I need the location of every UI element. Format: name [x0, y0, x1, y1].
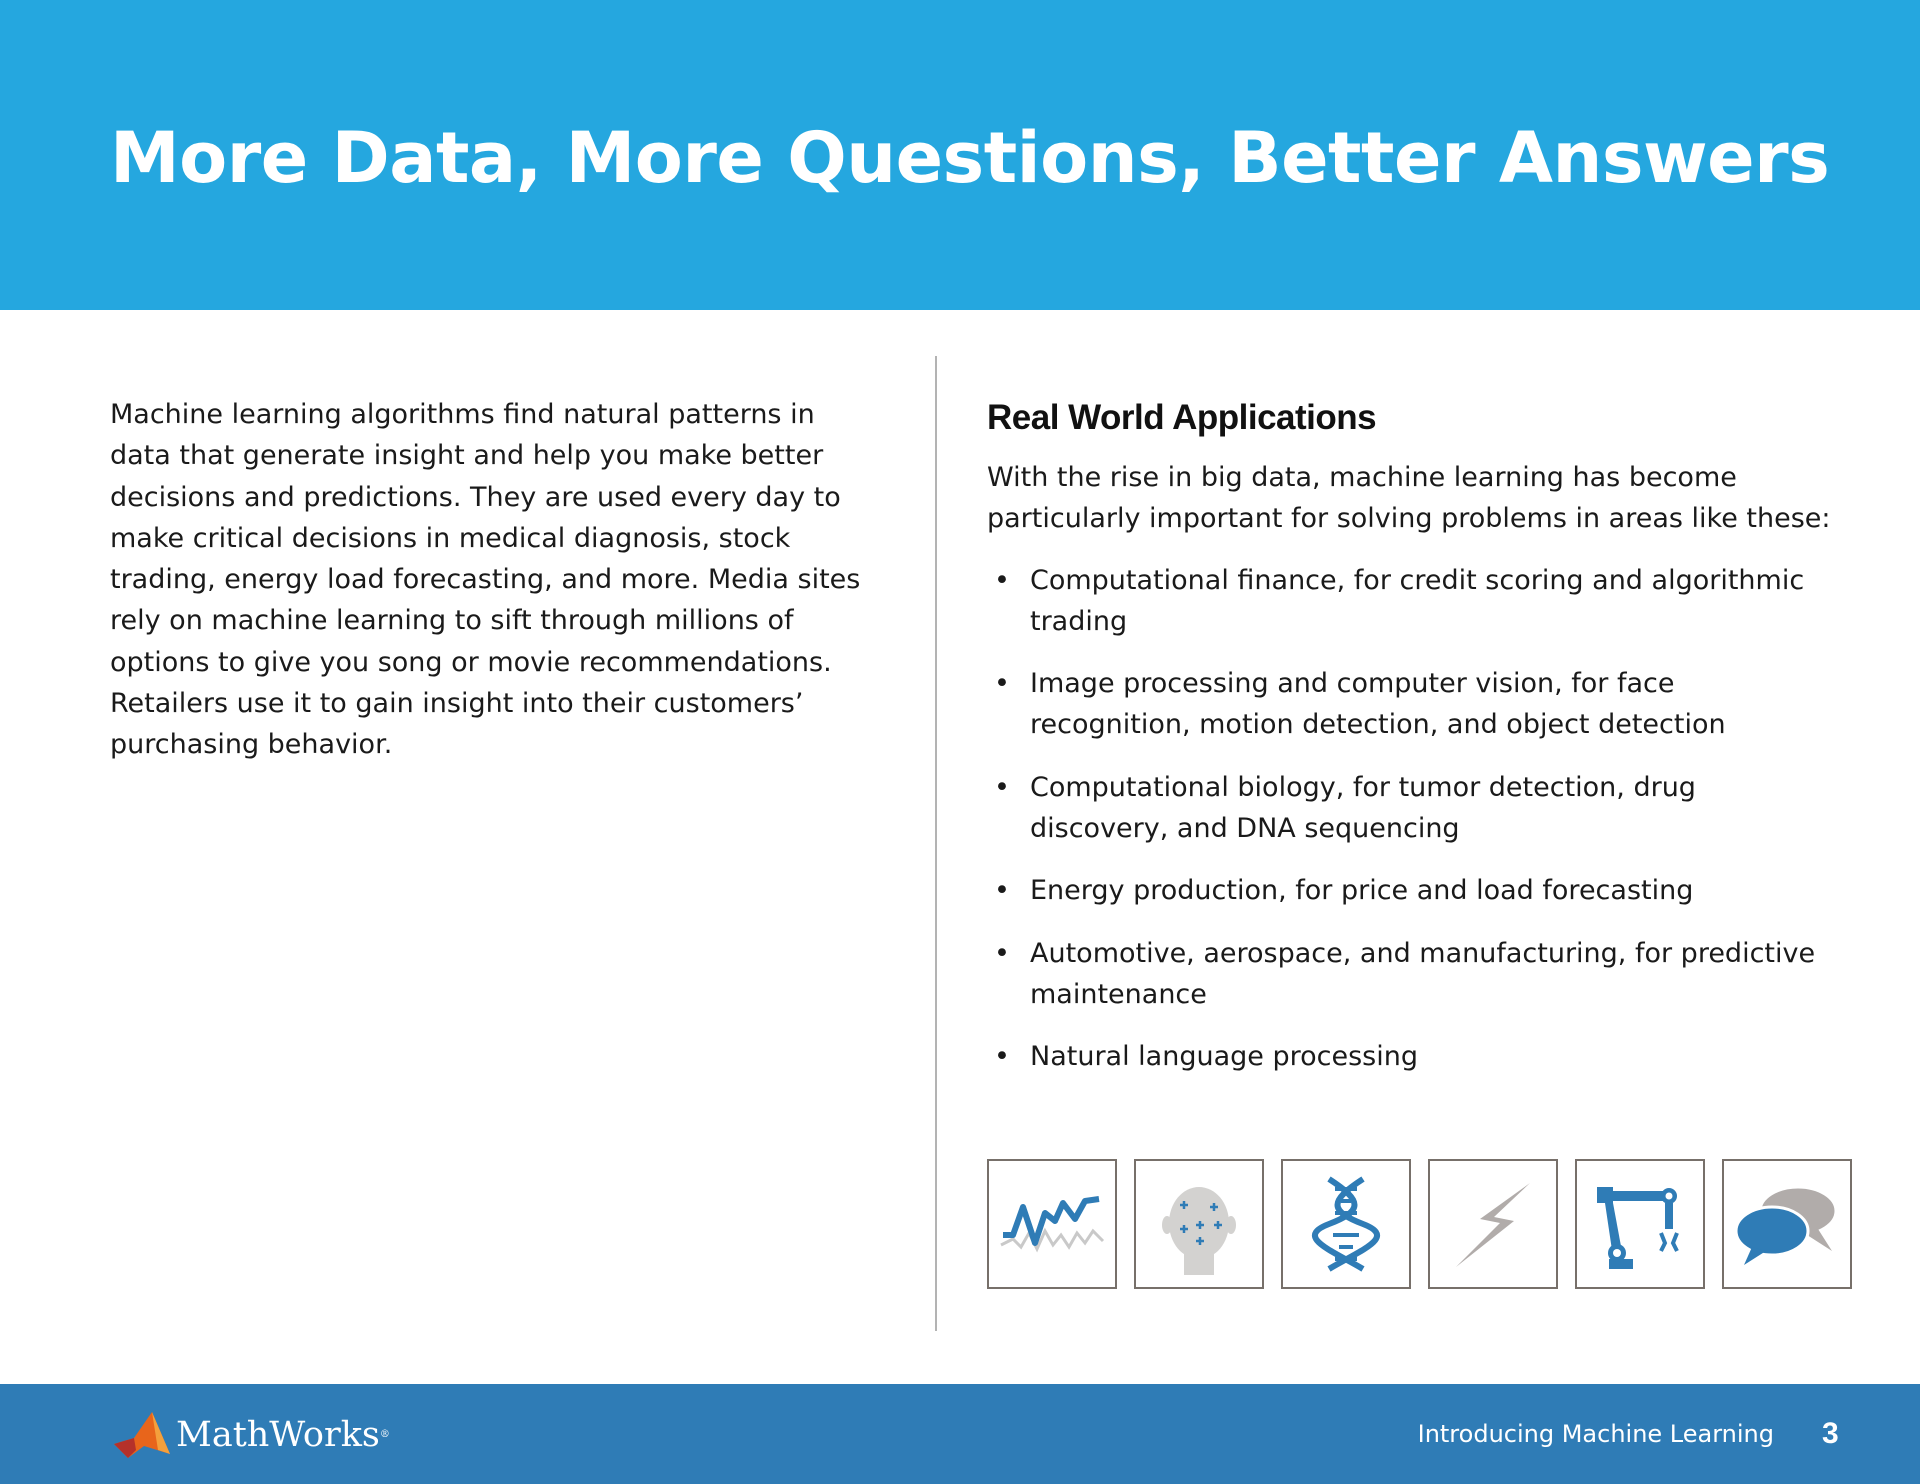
bullet: • — [994, 875, 1010, 907]
list-item-text: Natural language processing — [1030, 1041, 1418, 1073]
list-item-text: Automotive, aerospace, and manufacturing, for predictive maintenance — [1030, 937, 1816, 1010]
bullet: • — [994, 668, 1010, 700]
bullet: • — [994, 564, 1010, 596]
list-item — [987, 663, 1830, 746]
applications-list — [987, 560, 1867, 1078]
face-recognition-icon — [1134, 1159, 1264, 1289]
bullet: • — [994, 937, 1010, 969]
page-number: 3 — [1822, 1417, 1839, 1450]
stock-chart-icon — [987, 1159, 1117, 1289]
list-item — [987, 1036, 1830, 1077]
dna-helix-icon — [1281, 1159, 1411, 1289]
list-item — [987, 560, 1830, 643]
document-title: Introducing Machine Learning — [1417, 1420, 1774, 1448]
intro-paragraph: Machine learning algorithms find natural patterns in data that generate insight and help you make better decisions and predictions. They are used every day to make critical decisions in medical diagnosis, stock trading, energy load forecasting, and more. Media sites rely on machine learning to sift through millions of options to give you song or movie recommendations. Retailers use it to gain insight into their customers’ purchasing behavior. — [110, 399, 861, 761]
list-item-text: Image processing and computer vision, for face recognition, motion detection, and object detection — [1030, 668, 1726, 741]
list-item-text: Energy production, for price and load forecasting — [1030, 875, 1694, 907]
robotic-arm-icon — [1575, 1159, 1705, 1289]
list-item-text: Computational biology, for tumor detection, drug discovery, and DNA sequencing — [1030, 771, 1696, 845]
list-item-text: Computational finance, for credit scoring and algorithmic trading — [1030, 564, 1805, 637]
bullet: • — [994, 771, 1010, 803]
list-item — [987, 933, 1830, 1016]
logo-wordmark: MathWorks® — [176, 1415, 390, 1455]
list-item — [987, 870, 1830, 911]
list-item — [987, 767, 1830, 850]
application-icons — [987, 1159, 1855, 1289]
section-heading: Real World Applications — [987, 398, 1377, 437]
membrane-logo-icon — [114, 1410, 170, 1460]
lightning-bolt-icon — [1428, 1159, 1558, 1289]
applications-section — [987, 390, 1867, 1099]
applications-lead: With the rise in big data, machine learning has become particularly important for solving problems in areas like these: — [987, 462, 1831, 535]
page-title: More Data, More Questions, Better Answers — [110, 117, 1830, 199]
speech-bubbles-icon — [1722, 1159, 1852, 1289]
bullet: • — [994, 1041, 1010, 1073]
column-divider — [935, 356, 937, 1331]
